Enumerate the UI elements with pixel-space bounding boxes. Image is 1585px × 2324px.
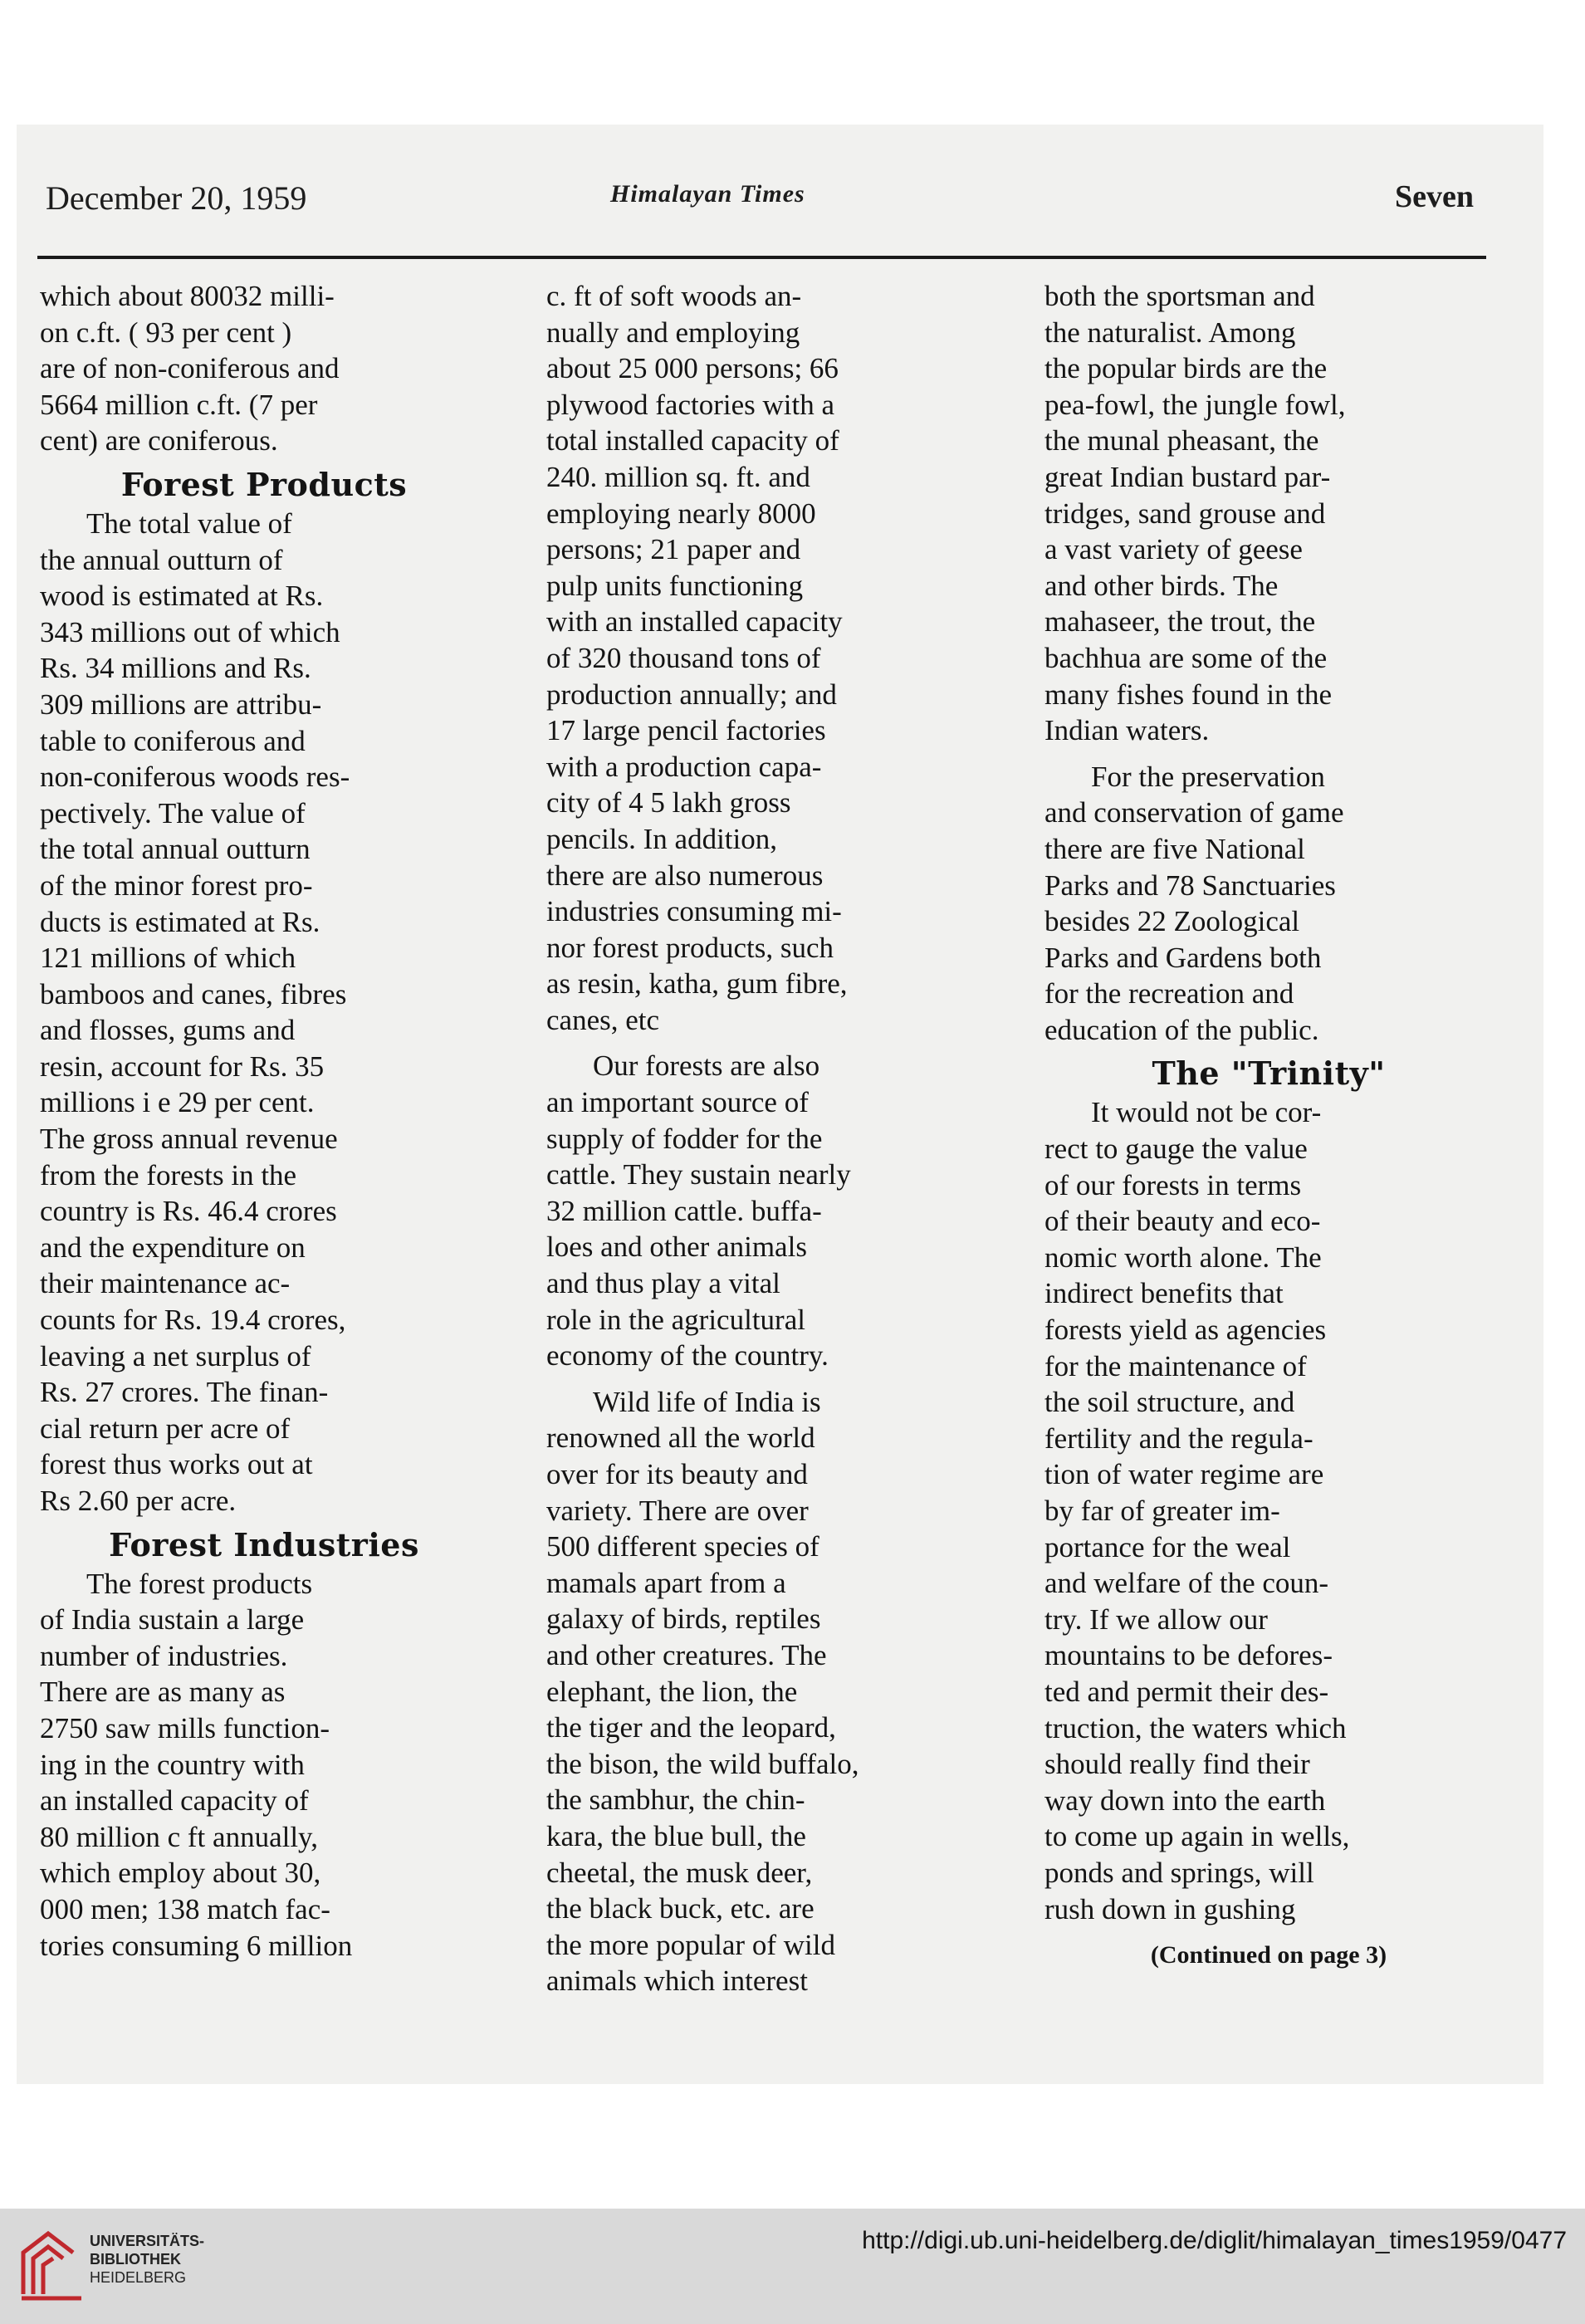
paragraph: The total value of the annual outturn of wood is estimated at Rs. 343 millions out of which Rs. 34 millions and Rs. 309 millions are attribu- table to coniferous and non-coniferous woods res- pectively. The value of the total annual outturn of the minor forest pro- ducts is estimated at Rs. 121 millions of which bamboos and canes, fibres and flosses, gums and resin, account for Rs. 35 millions i e 29 per cent. The gross annual revenue from the forests in the country is Rs. 46.4 crores and the expenditure on their maintenance ac- counts for Rs. 19.4 crores, leaving a net surplus of Rs. 27 crores. The finan- cial return per acre of forest thus works out at Rs 2.60 per acre. bbox=[40, 506, 350, 1517]
section-heading-forest-industries: Forest Industries bbox=[109, 1525, 419, 1563]
column-2 bbox=[546, 278, 995, 1999]
column-3 bbox=[1044, 278, 1493, 1974]
library-logo-icon[interactable] bbox=[15, 2224, 90, 2307]
library-name bbox=[90, 2232, 204, 2287]
viewer-footer bbox=[0, 2209, 1585, 2324]
section-heading-trinity: The "Trinity" bbox=[1152, 1054, 1386, 1093]
masthead: Himalayan Times bbox=[610, 180, 805, 208]
paragraph: c. ft of soft woods an- nually and employing about 25 000 persons; 66 plywood factories with a total installed capacity of 240. million sq. ft. and employing nearly 8000 persons; 21 paper and pulp units functioning with an installed capacity of 320 thousand tons of production annually; and 17 large pencil factories with a production capa- city of 4 5 lakh gross pencils. In addition, there are also numerous industries consuming mi- nor forest products, such as resin, katha, gum fibre, canes, etc bbox=[546, 280, 848, 1036]
paragraph: For the preservation and conservation of game there are five National Parks and 78 Sanctuaries besides 22 Zoological Parks and Gardens both for the recreation and education of the public. bbox=[1044, 760, 1344, 1046]
library-name-line: HEIDELBERG bbox=[90, 2269, 187, 2286]
paragraph: both the sportsman and the naturalist. Among the popular birds are the pea-fowl, the jungle fowl, the munal pheasant, the great Indian bustard par- tridges, sand grouse and a vast variety of geese and other birds. The mahaseer, the trout, the bachhua are some of the many fishes found in the Indian waters. bbox=[1044, 280, 1346, 747]
section-heading-forest-products: Forest Products bbox=[120, 465, 408, 503]
paragraph: It would not be cor- rect to gauge the value of our forests in terms of their beauty and eco- nomic worth alone. The indirect benefits that forests yield as agencies for the maintenance of the soil structure, and fertility and the regula- tion of water regime are by far of greater im- portance for the weal and welfare of the coun- try. If we allow our mountains to be defores- ted and permit their des- truction, the waters which should really find their way down into the earth to come up again in wells, ponds and springs, will rush down in gushing bbox=[1044, 1096, 1350, 1925]
spacer bbox=[1044, 749, 1493, 759]
library-name-line: BIBLIOTHEK bbox=[90, 2251, 181, 2268]
header-rule bbox=[37, 256, 1486, 259]
paragraph: Wild life of India is renowned all the world over for its beauty and variety. There are over 500 different species of mamals apart from a galaxy of birds, reptiles and other creatures. The elephant, the lion, the the tiger and the leopard, the bison, the wild buffalo, the sambhur, the chin- kara, the blue bull, the cheetal, the musk deer, the black buck, etc. are the more popular of wild animals which interest bbox=[546, 1385, 859, 1998]
permalink-url[interactable]: http://digi.ub.uni-heidelberg.de/diglit/himalayan_times1959/0477 bbox=[862, 2227, 1567, 2254]
spacer bbox=[546, 1374, 995, 1384]
issue-date: December 20, 1959 bbox=[46, 179, 307, 217]
column-1 bbox=[40, 278, 488, 1964]
paragraph: which about 80032 milli- on c.ft. ( 93 per cent ) are of non-coniferous and 5664 million c.ft. (7 per cent) are coniferous. bbox=[40, 280, 340, 457]
paragraph: Our forests are also an important source of supply of fodder for the cattle. They sustain nearly 32 million cattle. buffa- loes and other animals and thus play a vital role in the agricultural economy of the country. bbox=[546, 1049, 851, 1372]
library-name-line: UNIVERSITÄTS- bbox=[90, 2233, 205, 2249]
spacer bbox=[546, 1038, 995, 1048]
continued-note: (Continued on page 3) bbox=[1150, 1941, 1387, 1969]
page-header bbox=[46, 179, 1474, 228]
paragraph: The forest products of India sustain a large number of industries. There are as many as 2750 saw mills function- ing in the country with an installed capacity of 80 million c ft annually, which employ about 30, 000 men; 138 match fac- tories consuming 6 million bbox=[40, 1567, 353, 1962]
page-number: Seven bbox=[1395, 179, 1474, 214]
